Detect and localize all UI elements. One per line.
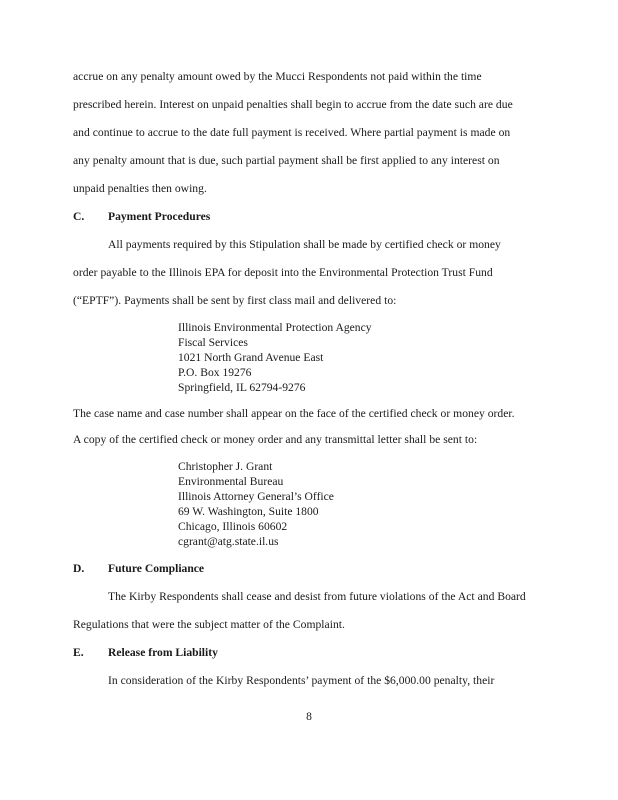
body-text-line: In consideration of the Kirby Respondents’ payment of the $6,000.00 penalty, their	[108, 674, 495, 687]
address-line: P.O. Box 19276	[178, 366, 252, 379]
address-line: Fiscal Services	[178, 336, 248, 349]
section-c-letter: C.	[73, 210, 85, 223]
address-line: Springfield, IL 62794-9276	[178, 381, 306, 394]
body-text-line: accrue on any penalty amount owed by the Mucci Respondents not paid within the time	[73, 70, 482, 83]
address-line: Chicago, Illinois 60602	[178, 520, 288, 533]
body-text-line: (“EPTF”). Payments shall be sent by first class mail and delivered to:	[73, 294, 397, 307]
address-line: 69 W. Washington, Suite 1800	[178, 505, 319, 518]
page-number: 8	[306, 710, 312, 723]
address-line: 1021 North Grand Avenue East	[178, 351, 324, 364]
address-line: Christopher J. Grant	[178, 460, 273, 473]
section-d-letter: D.	[73, 562, 85, 575]
section-c-title: Payment Procedures	[108, 210, 211, 223]
body-text-line: The case name and case number shall appear on the face of the certified check or money order.	[73, 407, 515, 420]
body-text-line: All payments required by this Stipulation shall be made by certified check or money	[108, 238, 501, 251]
body-text-line: and continue to accrue to the date full payment is received. Where partial payment is made on	[73, 126, 511, 139]
body-text-line: prescribed herein. Interest on unpaid penalties shall begin to accrue from the date such are due	[73, 98, 513, 111]
address-line: Illinois Attorney General’s Office	[178, 490, 334, 503]
section-d-title: Future Compliance	[108, 562, 205, 575]
body-text-line: order payable to the Illinois EPA for deposit into the Environmental Protection Trust Fund	[73, 266, 493, 279]
body-text-line: The Kirby Respondents shall cease and desist from future violations of the Act and Board	[108, 590, 526, 603]
address-line: Illinois Environmental Protection Agency	[178, 321, 372, 334]
email-link[interactable]: cgrant@atg.state.il.us	[178, 535, 279, 548]
body-text-line: any penalty amount that is due, such partial payment shall be first applied to any interest on	[73, 154, 500, 167]
body-text-line: A copy of the certified check or money order and any transmittal letter shall be sent to:	[73, 433, 478, 446]
section-e-letter: E.	[73, 646, 84, 659]
address-line: Environmental Bureau	[178, 475, 284, 488]
section-e-title: Release from Liability	[108, 646, 218, 659]
body-text-line: unpaid penalties then owing.	[73, 182, 207, 195]
body-text-line: Regulations that were the subject matter of the Complaint.	[73, 618, 345, 631]
